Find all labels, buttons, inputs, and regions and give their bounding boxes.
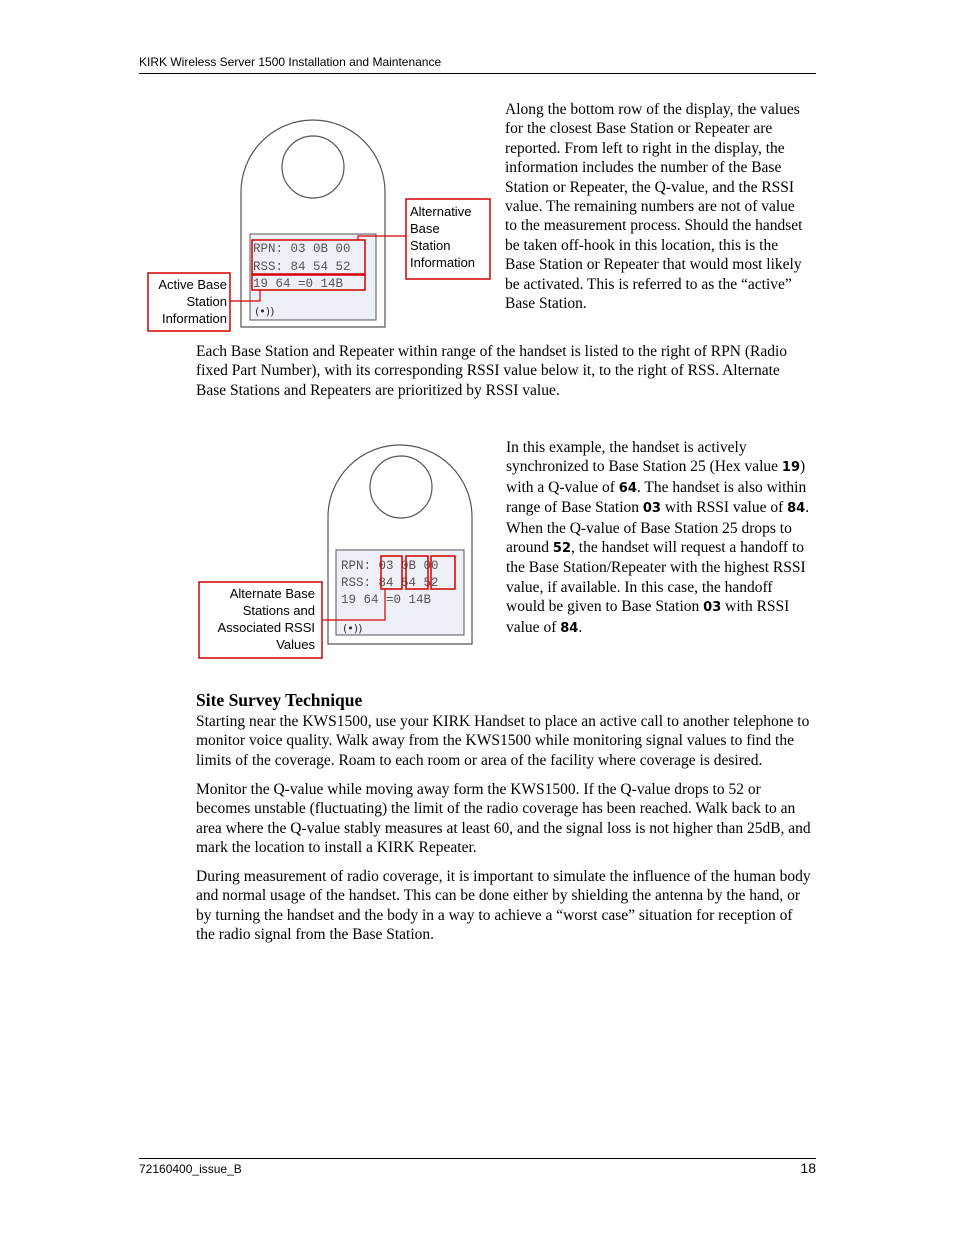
callout2-line3: Associated RSSI xyxy=(217,620,315,635)
antenna-icon-2: (•)) xyxy=(343,622,363,635)
figure-handset-display-1 xyxy=(140,112,500,337)
callout-active-line2: Station xyxy=(186,294,227,309)
footer-doc-id: 72160400_issue_B xyxy=(139,1162,242,1176)
footer-rule xyxy=(139,1158,816,1159)
callout2-line1: Alternate Base xyxy=(229,586,315,601)
callout-alt-line2: Base xyxy=(410,221,440,236)
callout-alt-line3: Station xyxy=(410,238,451,253)
lcd-row-rss: RSS: 84 54 52 xyxy=(253,260,351,274)
callout-active-line1: Active Base xyxy=(158,277,227,292)
paragraph-survey-start: Starting near the KWS1500, use your KIRK Handset to place an active call to another telephone to monitor voice quality. Walk away from the KWS1500 while monitoring signal values to find the limits of the coverage. Roam to each room or area of the facility where coverage is desired. xyxy=(196,713,810,769)
section-heading: Site Survey Technique xyxy=(196,690,363,710)
callout2-line2: Stations and xyxy=(242,603,315,618)
figure-handset-display-2 xyxy=(195,432,485,662)
paragraph-monitor-qvalue: Monitor the Q-value while moving away form the KWS1500. If the Q-value drops to 52 or becomes unstable (fluctuating) the limit of the radio coverage has been reached. Walk back to an area where the Q-value stably measures at least 60, and the signal loss is not higher than 25dB, and mark the location to install a KIRK Repeater. xyxy=(196,780,811,856)
header-rule xyxy=(139,73,816,74)
lcd-row-active: 19 64 =0 14B xyxy=(253,277,344,291)
handset-speaker-2 xyxy=(370,456,432,518)
footer-page-number: 18 xyxy=(800,1160,816,1176)
paragraph-handoff-example: In this example, the handset is actively synchronized to Base Station 25 (Hex value 19) with a Q-value of 64. The handset is also within range of Base Station 03 with RSSI value of 84. When the Q-value of Base Station 25 drops to around 52, the handset will request a handoff to the Base Station/Repeater with the highest RSSI value, if available. In this case, the handoff would be given to Base Station 03 with RSSI value of 84. xyxy=(506,439,810,636)
lcd2-row-rss: RSS: 84 54 52 xyxy=(341,576,439,590)
callout-alt-line1: Alternative xyxy=(410,204,472,219)
paragraph-rpn-listing: Each Base Station and Repeater within range of the handset is listed to the right of RPN (Radio fixed Part Number), with its corresponding RSSI value below it, to the right of RSS. Alternate Base Stations and Repeaters are prioritized by RSSI value. xyxy=(196,343,788,399)
paragraph-bottom-row: Along the bottom row of the display, the values for the closest Base Station or Repeater are reported. From left to right in the display, the information includes the number of the Base Station or Repeater, the Q-value, and the RSSI value. The remaining numbers are not of value to the measurement process. Should the handset be taken off-hook in this location, this is the Base Station or Repeater that would most likely be activated. This is referred to as the “active” Base Station. xyxy=(505,101,803,313)
lcd2-row-rpn: RPN: 03 0B 00 xyxy=(341,559,439,573)
callout-alt-line4: Information xyxy=(410,255,476,270)
callout-active-line3: Information xyxy=(161,311,227,326)
lcd2-row-active: 19 64 =0 14B xyxy=(341,593,432,607)
paragraph-body-influence: During measurement of radio coverage, it is important to simulate the influence of the human body and normal usage of the handset. This can be done either by shielding the antenna by the hand, or by turning the handset and the body in a way to achieve a “worst case” situation for reception of the radio signal from the Base Station. xyxy=(196,867,811,944)
callout2-line4: Values xyxy=(276,637,315,652)
lcd-row-rpn: RPN: 03 0B 00 xyxy=(253,242,351,256)
running-header: KIRK Wireless Server 1500 Installation and Maintenance xyxy=(139,55,442,69)
antenna-icon: (•)) xyxy=(255,305,275,318)
handset-speaker xyxy=(282,136,344,198)
